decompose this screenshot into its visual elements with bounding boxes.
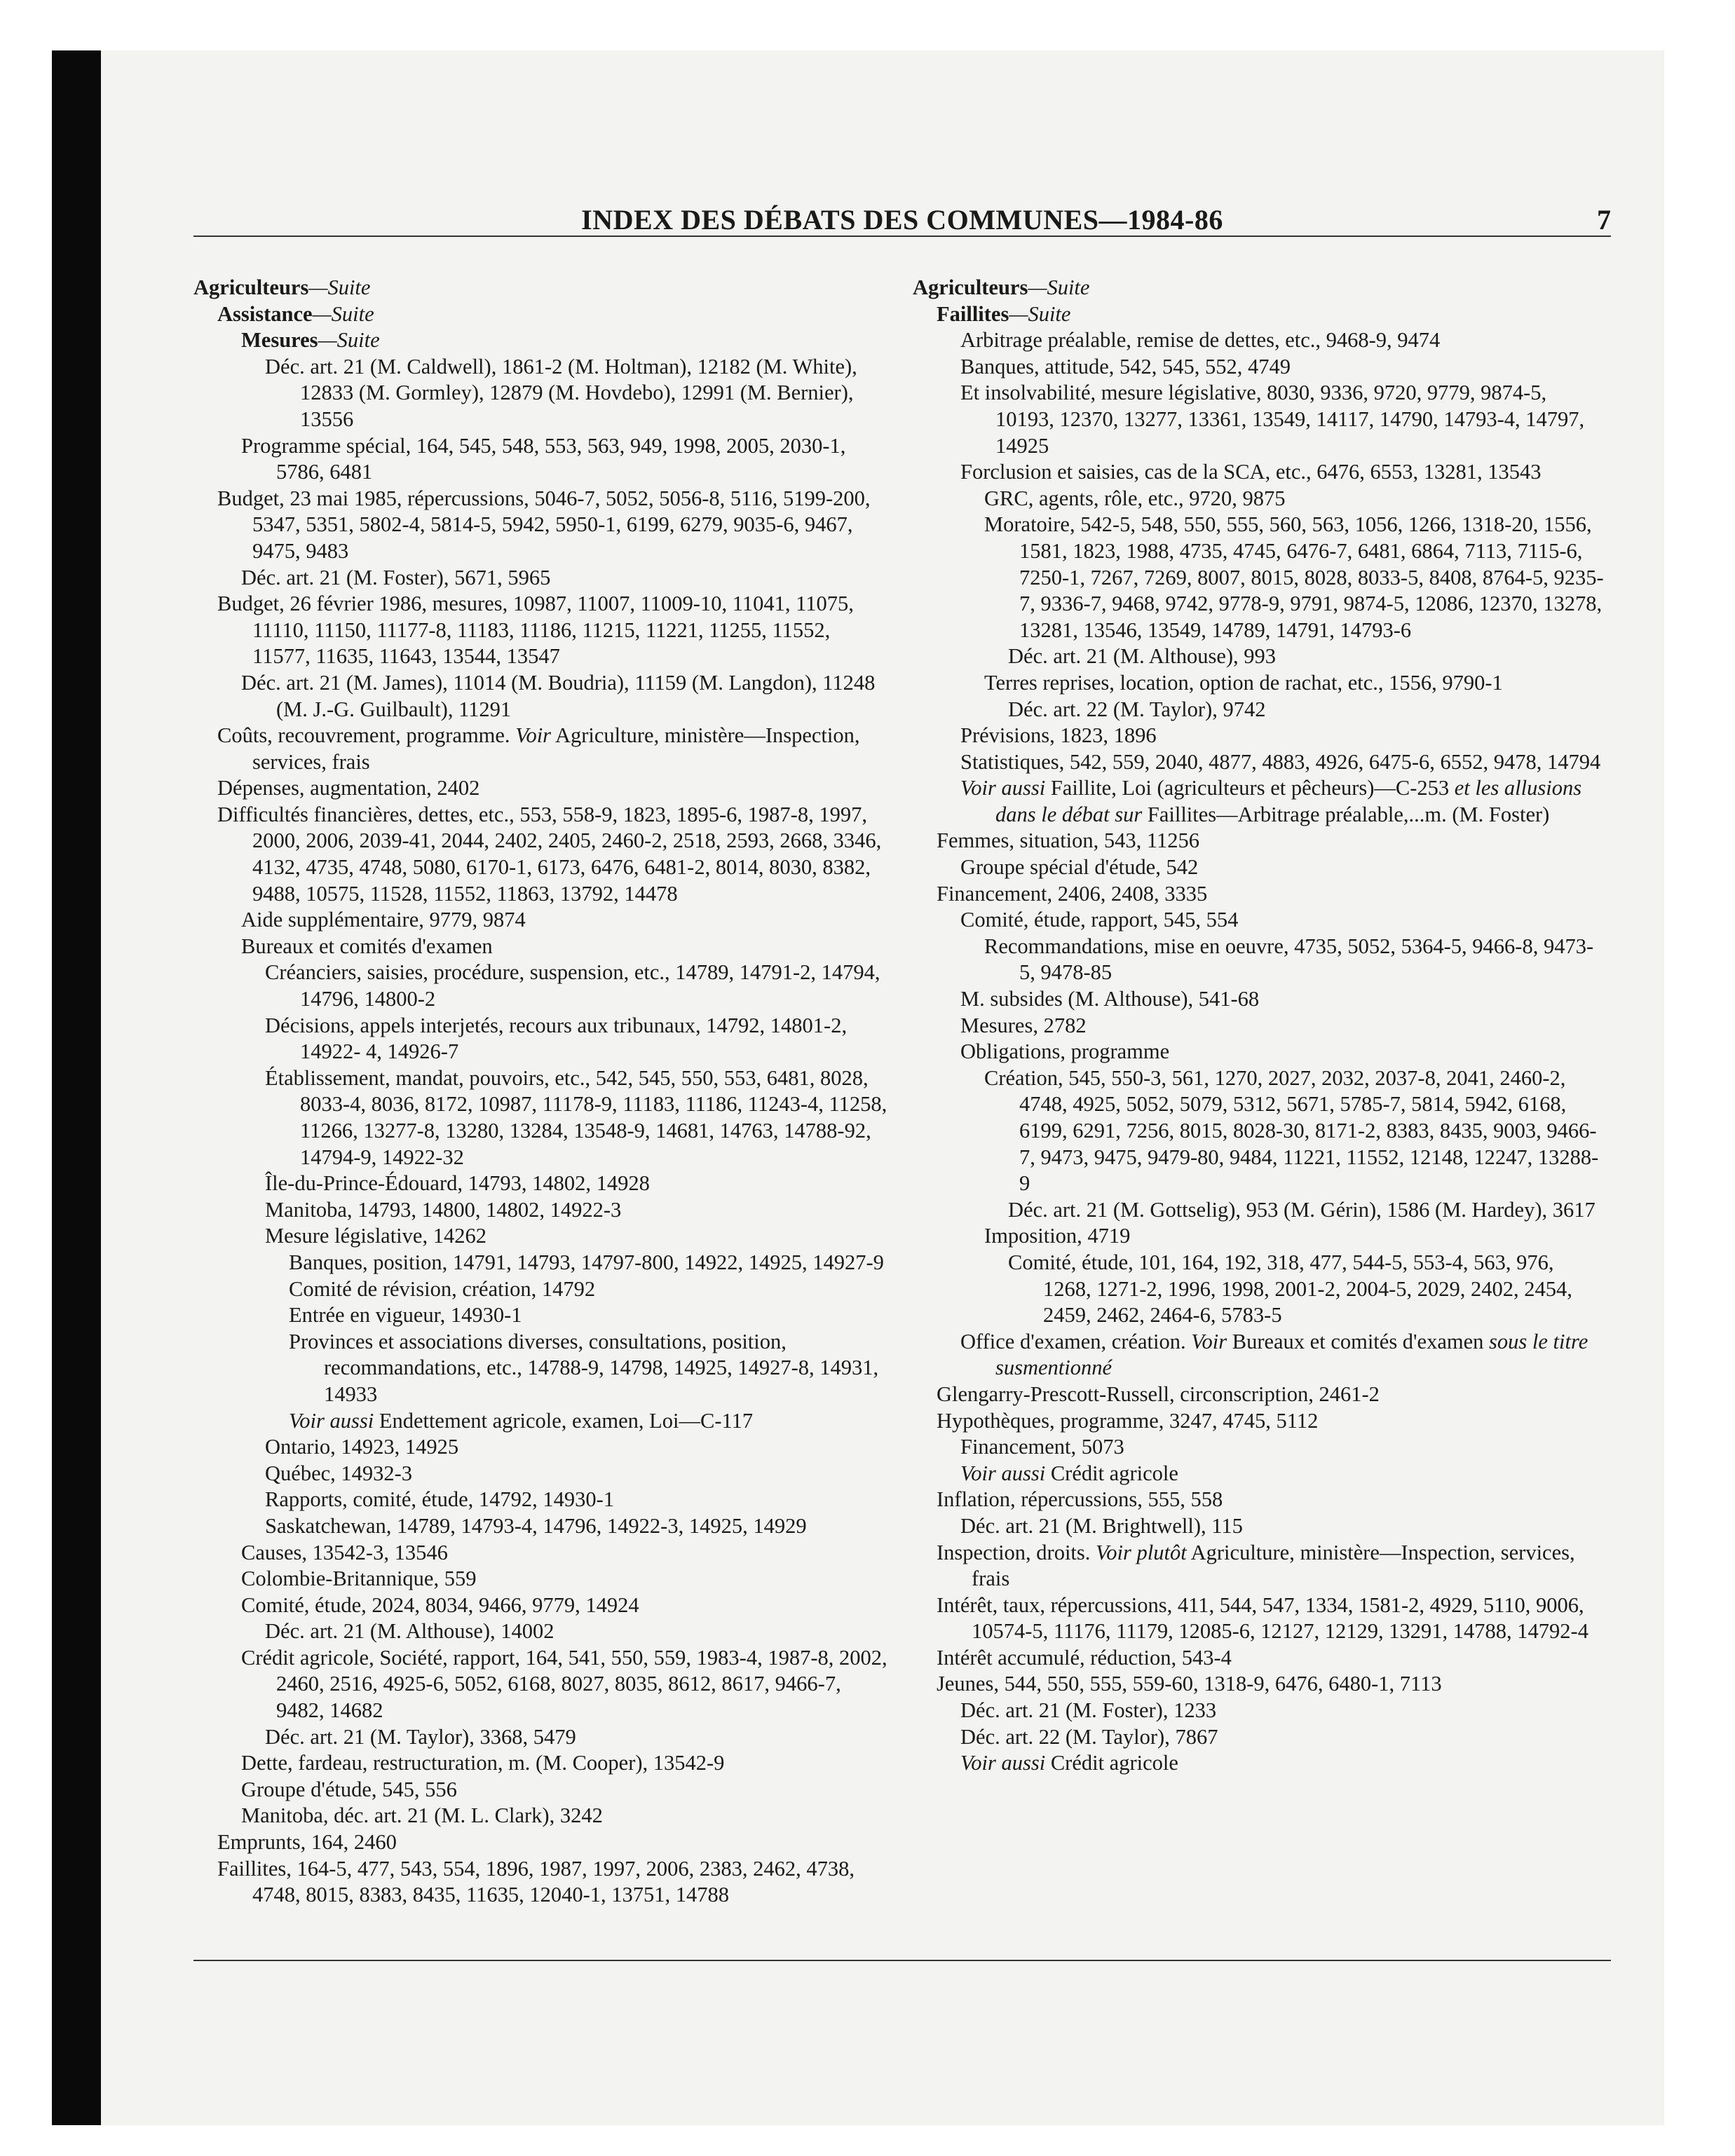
index-entry — [193, 1777, 887, 1803]
index-entry — [193, 1434, 887, 1461]
entry-text: Arbitrage préalable, remise de dettes, etc., 9468-9, 9474 — [960, 328, 1441, 353]
entry-text: Hypothèques, programme, 3247, 4745, 5112 — [937, 1408, 1319, 1433]
entry-text: Déc. art. 21 (M. Foster), 5671, 5965 — [241, 565, 551, 589]
entry-text: M. subsides (M. Althouse), 541-68 — [960, 987, 1260, 1011]
cross-reference-label: Voir — [515, 723, 552, 748]
cross-reference-label: Voir plutôt — [1096, 1540, 1187, 1564]
index-entry — [913, 1698, 1607, 1724]
entry-text: Difficultés financières, dettes, etc., 553, 558-9, 1823, 1895-6, 1987-8, 1997, 2000, 2006, 2039-41, 2044, 2402, 2405, 2460-2, 2518, 2593, 2668, 3346, 4132, 4735, 4748, 5080, 6170-1, 6173, 6476, 6481-2, 8014, 8030, 8382, 9488, 10575, 11528, 11552, 11863, 13792, 14478 — [217, 802, 882, 906]
entry-text: Jeunes, 544, 550, 555, 559-60, 1318-9, 6476, 6480-1, 7113 — [937, 1672, 1442, 1696]
entry-text: Dépenses, augmentation, 2402 — [217, 776, 480, 800]
index-entry — [913, 1645, 1607, 1672]
entry-text: Inflation, répercussions, 555, 558 — [937, 1487, 1223, 1512]
cross-reference-target: Agriculture, ministère—Inspection, services, frais — [972, 1540, 1575, 1591]
index-entry — [913, 828, 1607, 854]
index-entry — [913, 881, 1607, 908]
entry-text: Déc. art. 22 (M. Taylor), 9742 — [1008, 697, 1266, 721]
entry-text: GRC, agents, rôle, etc., 9720, 9875 — [984, 486, 1286, 510]
index-entry — [913, 1671, 1607, 1698]
entry-text: Forclusion et saisies, cas de la SCA, etc., 6476, 6553, 13281, 13543 — [960, 460, 1542, 484]
entry-text: Glengarry-Prescott-Russell, circonscription, 2461-2 — [937, 1381, 1380, 1406]
cross-reference-label: Voir aussi — [289, 1408, 374, 1433]
entry-text: Office d'examen, création. — [960, 1329, 1186, 1353]
index-column-left — [193, 275, 887, 1909]
cross-reference-target: Faillites—Arbitrage préalable,...m. (M. Foster) — [1147, 802, 1550, 826]
index-entry — [193, 1750, 887, 1777]
index-entry — [193, 1276, 887, 1303]
index-entry — [193, 1592, 887, 1619]
index-entry — [913, 327, 1607, 354]
index-entry — [913, 1223, 1607, 1250]
index-entry — [193, 1408, 887, 1435]
entry-text: Manitoba, 14793, 14800, 14802, 14922-3 — [265, 1197, 622, 1222]
entry-text: Imposition, 4719 — [984, 1224, 1131, 1248]
entry-text: Budget, 26 février 1986, mesures, 10987, 11007, 11009-10, 11041, 11075, 11110, 11150, 11177-8, 11183, 11186, 11215, 11221, 11255, 11552, 11577, 11635, 11643, 13544, 13547 — [217, 592, 854, 669]
index-entry — [193, 775, 887, 802]
index-entry — [913, 986, 1607, 1013]
index-entry — [913, 749, 1607, 776]
index-entry — [913, 854, 1607, 881]
footer-rule — [193, 1960, 1611, 1961]
entry-text: Intérêt accumulé, réduction, 543-4 — [937, 1645, 1232, 1670]
entry-text: Déc. art. 21 (M. Caldwell), 1861-2 (M. Holtman), 12182 (M. White), 12833 (M. Gormley), 12879 (M. Hovdebo), 12991 (M. Bernier), 13556 — [265, 354, 857, 431]
entry-text: Île-du-Prince-Édouard, 14793, 14802, 14928 — [265, 1171, 650, 1196]
cross-reference-target: Bureaux et comités d'examen — [1232, 1329, 1484, 1353]
index-entry — [913, 275, 1607, 301]
index-entry — [913, 1461, 1607, 1487]
entry-heading: Faillites—Suite — [937, 301, 1071, 326]
entry-text: Entrée en vigueur, 14930-1 — [289, 1303, 522, 1328]
cross-reference-target: Agriculture, ministère—Inspection, services, frais — [252, 723, 860, 774]
index-entry — [913, 459, 1607, 486]
index-entry — [193, 275, 887, 301]
entry-text: Déc. art. 21 (M. Taylor), 3368, 5479 — [265, 1724, 576, 1749]
index-entry — [913, 1408, 1607, 1435]
entry-text: Comité, étude, 101, 164, 192, 318, 477, 544-5, 553-4, 563, 976, 1268, 1271-2, 1996, 1998, 2001-2, 2004-5, 2029, 2402, 2454, 2459, 2462, 2464-6, 5783-5 — [1008, 1250, 1572, 1328]
index-entry — [913, 934, 1607, 986]
entry-text: Québec, 14932-3 — [265, 1461, 413, 1485]
entry-text: Faillites, 164-5, 477, 543, 554, 1896, 1987, 1997, 2006, 2383, 2462, 4738, 4748, 8015, 8383, 8435, 11635, 12040-1, 13751, 14788 — [217, 1856, 855, 1907]
index-entry — [193, 1487, 887, 1513]
entry-text: Terres reprises, location, option de rachat, etc., 1556, 9790-1 — [984, 670, 1503, 695]
index-entry — [913, 1329, 1607, 1381]
index-entry — [193, 907, 887, 934]
index-entry — [193, 301, 887, 328]
cross-reference-label: Voir — [1191, 1329, 1227, 1353]
index-entry — [193, 565, 887, 592]
entry-text: Comité, étude, rapport, 545, 554 — [960, 908, 1239, 932]
index-entry — [193, 1461, 887, 1487]
index-entry — [193, 1065, 887, 1171]
index-entry — [913, 775, 1607, 828]
entry-text: Manitoba, déc. art. 21 (M. L. Clark), 3242 — [241, 1803, 603, 1828]
index-entry — [913, 354, 1607, 381]
index-entry — [913, 486, 1607, 512]
entry-suite: —Suite — [1009, 301, 1071, 326]
entry-text: Moratoire, 542-5, 548, 550, 555, 560, 563, 1056, 1266, 1318-20, 1556, 1581, 1823, 1988, 4735, 4745, 6476-7, 6481, 6864, 7113, 7115-6, 7250-1, 7267, 7269, 8007, 8015, 8028, 8033-5, 8408, 8764-5, 9235-7, 9336-7, 9468, 9742, 9778-9, 9791, 9874-5, 12086, 12370, 13278, 13281, 13546, 13549, 14789, 14791, 14793-6 — [984, 512, 1604, 642]
entry-text: Provinces et associations diverses, consultations, position, recommandations, etc., 14788-9, 14798, 14925, 14927-8, 14931, 14933 — [289, 1329, 879, 1406]
entry-text: Déc. art. 22 (M. Taylor), 7867 — [960, 1724, 1218, 1749]
entry-text: Comité, étude, 2024, 8034, 9466, 9779, 14924 — [241, 1592, 639, 1617]
index-entry — [193, 1618, 887, 1645]
index-entry — [913, 1592, 1607, 1645]
entry-text: Recommandations, mise en oeuvre, 4735, 5052, 5364-5, 9466-8, 9473-5, 9478-85 — [984, 934, 1594, 985]
index-entry — [913, 1197, 1607, 1224]
entry-text: Ontario, 14923, 14925 — [265, 1435, 459, 1459]
entry-text: Mesures, 2782 — [960, 1013, 1087, 1037]
entry-text: Déc. art. 21 (M. Althouse), 993 — [1008, 644, 1277, 669]
header-title: INDEX DES DÉBATS DES COMMUNES—1984-86 — [581, 204, 1223, 236]
cross-reference-target: Faillite, Loi (agriculteurs et pêcheurs)—C-253 — [1050, 776, 1450, 800]
cross-reference-label: Voir aussi — [960, 1461, 1046, 1485]
index-entry — [913, 1039, 1607, 1065]
index-entry — [913, 1724, 1607, 1751]
index-entry — [913, 1250, 1607, 1329]
entry-text: Financement, 2406, 2408, 3335 — [937, 881, 1208, 906]
index-entry — [193, 1329, 887, 1408]
entry-text: Coûts, recouvrement, programme. — [217, 723, 510, 748]
cross-reference-label: Voir aussi — [960, 1751, 1046, 1775]
index-entry — [193, 1856, 887, 1909]
index-entry — [913, 1513, 1607, 1540]
index-entry — [193, 1250, 887, 1276]
entry-text: Décisions, appels interjetés, recours aux tribunaux, 14792, 14801-2, 14922- 4, 14926-7 — [265, 1013, 848, 1064]
index-entry — [913, 301, 1607, 328]
cross-reference-target: Crédit agricole — [1050, 1461, 1178, 1485]
index-entry — [193, 486, 887, 565]
index-entry — [193, 1829, 887, 1856]
index-entry — [193, 1724, 887, 1751]
entry-text: Prévisions, 1823, 1896 — [960, 723, 1157, 748]
index-entry — [913, 1013, 1607, 1039]
index-entry — [193, 960, 887, 1012]
entry-heading: Assistance—Suite — [217, 301, 374, 326]
entry-text: Établissement, mandat, pouvoirs, etc., 542, 545, 550, 553, 6481, 8028, 8033-4, 8036, 8172, 10987, 11178-9, 11183, 11186, 11243-4, 11258, 11266, 13277-8, 13280, 13284, 13548-9, 14681, 14763, 14788-92, 14794-9, 14922-32 — [265, 1065, 887, 1169]
index-entry — [913, 697, 1607, 723]
index-entry — [913, 512, 1607, 643]
index-entry — [913, 1750, 1607, 1777]
index-column-right — [913, 275, 1607, 1777]
entry-text: Intérêt, taux, répercussions, 411, 544, 547, 1334, 1581-2, 4929, 5110, 9006, 10574-5, 11176, 11179, 12085-6, 12127, 12129, 13291, 14788, 14792-4 — [937, 1592, 1588, 1644]
index-entry — [193, 723, 887, 775]
index-entry — [193, 354, 887, 433]
entry-heading: Agriculteurs—Suite — [193, 275, 371, 299]
index-entry — [193, 1013, 887, 1065]
index-entry — [193, 1566, 887, 1592]
entry-text: Déc. art. 21 (M. Althouse), 14002 — [265, 1619, 554, 1644]
entry-text: Comité de révision, création, 14792 — [289, 1276, 596, 1301]
entry-text: Statistiques, 542, 559, 2040, 4877, 4883, 4926, 6475-6, 6552, 9478, 14794 — [960, 749, 1601, 774]
entry-text: Banques, position, 14791, 14793, 14797-800, 14922, 14925, 14927-9 — [289, 1250, 884, 1274]
cross-reference-label: Voir aussi — [960, 776, 1046, 800]
index-entry — [913, 1434, 1607, 1461]
cross-reference-target: Crédit agricole — [1050, 1751, 1178, 1775]
index-entry — [913, 380, 1607, 459]
index-entry — [193, 1223, 887, 1250]
entry-text: Emprunts, 164, 2460 — [217, 1830, 397, 1855]
running-header — [193, 203, 1611, 238]
entry-text: Mesure législative, 14262 — [265, 1224, 487, 1248]
index-entry — [193, 670, 887, 723]
entry-text: Groupe d'étude, 545, 556 — [241, 1777, 457, 1801]
entry-heading: Mesures—Suite — [241, 328, 380, 353]
index-entry — [193, 1540, 887, 1567]
cross-reference-note: et les allusions dans le débat sur — [995, 776, 1582, 826]
entry-text: Bureaux et comités d'examen — [241, 934, 493, 958]
entry-text: Déc. art. 21 (M. Foster), 1233 — [960, 1698, 1217, 1723]
entry-text: Dette, fardeau, restructuration, m. (M. Cooper), 13542-9 — [241, 1751, 725, 1775]
scan-edge — [52, 50, 101, 2125]
index-entry — [193, 934, 887, 960]
index-entry — [913, 1065, 1607, 1197]
index-entry — [193, 1803, 887, 1829]
index-entry — [913, 723, 1607, 749]
index-entry — [193, 433, 887, 486]
entry-suite: —Suite — [312, 301, 374, 326]
cross-reference-target: Endettement agricole, examen, Loi—C-117 — [379, 1408, 754, 1433]
entry-suite: —Suite — [308, 275, 371, 299]
entry-text: Budget, 23 mai 1985, répercussions, 5046-7, 5052, 5056-8, 5116, 5199-200, 5347, 5351, 5802-4, 5814-5, 5942, 5950-1, 6199, 6279, 9035-6, 9467, 9475, 9483 — [217, 486, 871, 563]
entry-suite: —Suite — [318, 328, 380, 353]
entry-text: Aide supplémentaire, 9779, 9874 — [241, 908, 526, 932]
entry-text: Programme spécial, 164, 545, 548, 553, 563, 949, 1998, 2005, 2030-1, 5786, 6481 — [241, 433, 846, 484]
entry-text: Rapports, comité, étude, 14792, 14930-1 — [265, 1487, 615, 1512]
entry-text: Causes, 13542-3, 13546 — [241, 1540, 448, 1564]
index-entry — [913, 1540, 1607, 1592]
entry-suite: —Suite — [1028, 275, 1090, 299]
index-entry — [193, 1171, 887, 1197]
entry-text: Créanciers, saisies, procédure, suspension, etc., 14789, 14791-2, 14794, 14796, 14800-2 — [265, 960, 880, 1011]
header-rule — [193, 236, 1611, 237]
entry-text: Financement, 5073 — [960, 1435, 1124, 1459]
entry-heading: Agriculteurs—Suite — [913, 275, 1090, 299]
index-entry — [193, 1197, 887, 1224]
entry-text: Saskatchewan, 14789, 14793-4, 14796, 14922-3, 14925, 14929 — [265, 1513, 807, 1538]
index-entry — [193, 1645, 887, 1724]
entry-text: Déc. art. 21 (M. James), 11014 (M. Boudria), 11159 (M. Langdon), 11248 (M. J.-G. Guilbault), 11291 — [241, 670, 876, 721]
index-entry — [913, 1381, 1607, 1408]
entry-text: Création, 545, 550-3, 561, 1270, 2027, 2032, 2037-8, 2041, 2460-2, 4748, 4925, 5052, 5079, 5312, 5671, 5785-7, 5814, 5942, 6168, 6199, 6291, 7256, 8015, 8028-30, 8171-2, 8383, 8435, 9003, 9466-7, 9473, 9475, 9479-80, 9484, 11221, 11552, 12148, 12247, 13288-9 — [984, 1065, 1599, 1196]
entry-text: Groupe spécial d'étude, 542 — [960, 855, 1199, 880]
page-number: 7 — [1597, 204, 1611, 236]
index-entry — [913, 643, 1607, 670]
entry-text: Inspection, droits. — [937, 1540, 1091, 1564]
cross-reference-note: sous le titre susmentionné — [995, 1329, 1588, 1380]
index-entry — [913, 907, 1607, 934]
index-entry — [193, 327, 887, 354]
entry-text: Déc. art. 21 (M. Gottselig), 953 (M. Gérin), 1586 (M. Hardey), 3617 — [1008, 1197, 1595, 1222]
entry-text: Déc. art. 21 (M. Brightwell), 115 — [960, 1513, 1243, 1538]
index-entry — [913, 1487, 1607, 1513]
index-entry — [193, 802, 887, 907]
index-entry — [913, 670, 1607, 697]
entry-text: Banques, attitude, 542, 545, 552, 4749 — [960, 354, 1291, 378]
entry-text: Femmes, situation, 543, 11256 — [937, 828, 1200, 853]
index-entry — [193, 591, 887, 670]
entry-text: Crédit agricole, Société, rapport, 164, 541, 550, 559, 1983-4, 1987-8, 2002, 2460, 2516, 4925-6, 5052, 6168, 8027, 8035, 8612, 8617, 9466-7, 9482, 14682 — [241, 1645, 887, 1723]
entry-text: Obligations, programme — [960, 1039, 1170, 1064]
entry-text: Colombie-Britannique, 559 — [241, 1567, 477, 1591]
entry-text: Et insolvabilité, mesure législative, 8030, 9336, 9720, 9779, 9874-5, 10193, 12370, 13277, 13361, 13549, 14117, 14790, 14793-4, 14797, 14925 — [960, 381, 1585, 458]
index-entry — [193, 1302, 887, 1329]
index-entry — [193, 1513, 887, 1540]
